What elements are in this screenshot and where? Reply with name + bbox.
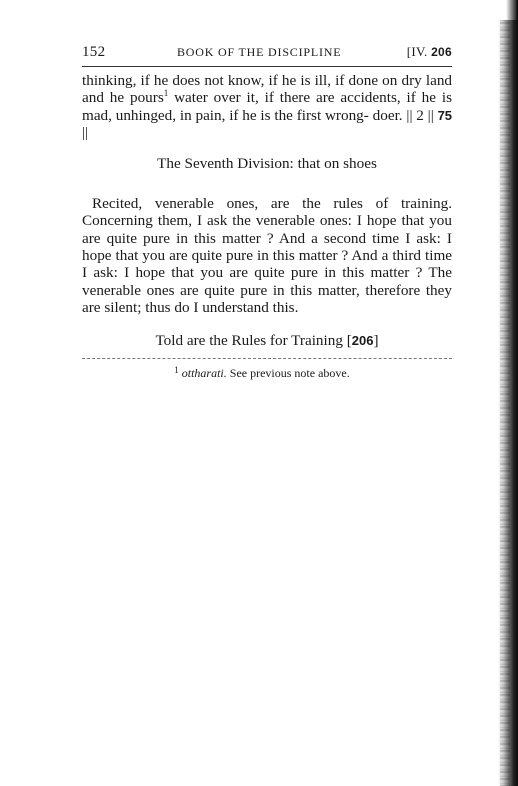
book-page-edge xyxy=(498,0,518,786)
footnote-term: ottharati. xyxy=(181,366,227,381)
book-title: BOOK OF THE DISCIPLINE xyxy=(177,45,342,59)
footnote-rule xyxy=(82,358,452,359)
division-heading: The Seventh Division: that on shoes xyxy=(157,155,377,173)
footnote-marker: 1 xyxy=(163,88,169,99)
paragraph-line-2a: land and he pours xyxy=(82,72,453,107)
header-rule xyxy=(82,66,452,67)
section-prefix: [IV. xyxy=(406,44,428,59)
section-reference xyxy=(407,44,452,60)
page-number: 152 xyxy=(82,44,106,60)
closing-end: ] xyxy=(373,332,379,350)
paragraph-line-4: doer. || 2 || xyxy=(372,106,438,124)
closing-heading xyxy=(82,332,452,350)
closing-number: 206 xyxy=(351,333,374,349)
rule-number: 75 xyxy=(437,107,453,123)
paragraph-line-3: if he is mad, unhinged, in pain, if he is the first wrong- xyxy=(82,89,452,124)
recital-paragraph: Recited, venerable ones, are the rules of training. Concerning them, I ask the venerable ones: I hope that you are quite pure in this matter ? And a second time I ask: I hope that you are quite pure in this matter ? And a third time I ask: I hope that you are quite pure in this matter ? The venerable ones are quite pure in this matter, therefore they are silent; thus do I understand this. xyxy=(82,195,452,316)
paragraph-line-2b: water over it, if there are accidents, xyxy=(168,89,401,107)
paragraph-line-4-end: || xyxy=(82,123,89,141)
section-number: 206 xyxy=(431,45,452,59)
footnote xyxy=(82,366,452,381)
footnote-number: 1 xyxy=(174,365,179,376)
continuation-paragraph xyxy=(82,72,452,141)
paragraph-line-1: thinking, if he does not know, if he is ill, if done on dry xyxy=(82,72,422,89)
running-head xyxy=(82,44,452,62)
closing-text: Told are the Rules for Training [ xyxy=(155,332,352,350)
footnote-text: See previous note above. xyxy=(226,366,350,381)
page-content xyxy=(82,44,452,381)
